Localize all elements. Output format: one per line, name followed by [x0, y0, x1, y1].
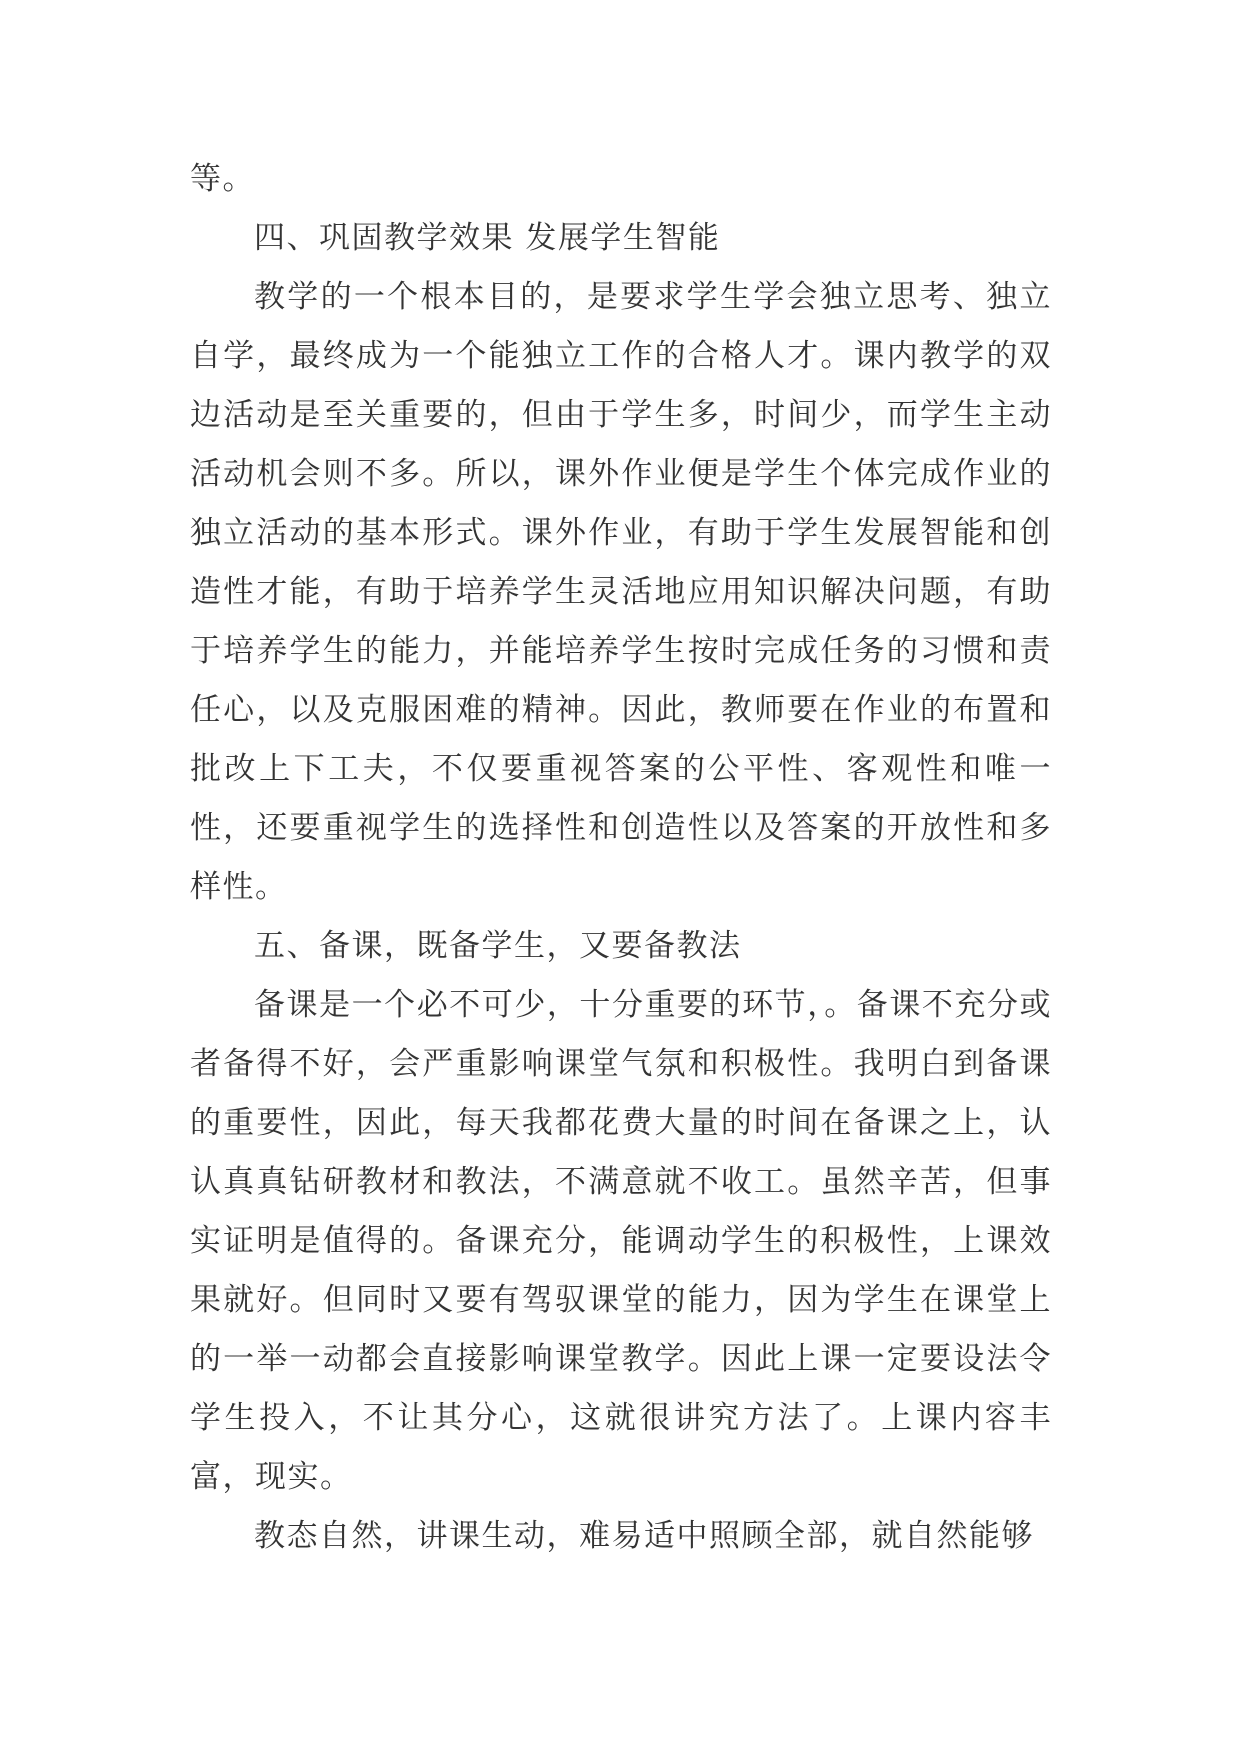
document-page: [190, 150, 1052, 1566]
paragraph-lesson-prep: 备课是一个必不可少，十分重要的环节，。备课不充分或者备得不好，会严重影响课堂气氛和积极性。我明白到备课的重要性，因此，每天我都花费大量的时间在备课之上，认认真真钻研教材和教法，不满意就不收工。虽然辛苦，但事实证明是值得的。备课充分，能调动学生的积极性，上课效果就好。但同时又要有驾驭课堂的能力，因为学生在课堂上的一举一动都会直接影响课堂教学。因此上课一定要设法令学生投入，不让其分心，这就很讲究方法了。上课内容丰富，现实。: [190, 987, 1052, 1495]
section-heading-five: 五、备课，既备学生，又要备教法: [254, 928, 742, 964]
paragraph-continuation: 等。: [190, 161, 255, 197]
paragraph-teaching-manner: 教态自然，讲课生动，难易适中照顾全部，就自然能够: [254, 1518, 1034, 1554]
paragraph-homework: 教学的一个根本目的，是要求学生学会独立思考、独立自学，最终成为一个能独立工作的合格人才。课内教学的双边活动是至关重要的，但由于学生多，时间少，而学生主动活动机会则不多。所以，课外作业便是学生个体完成作业的独立活动的基本形式。课外作业，有助于学生发展智能和创造性才能，有助于培养学生灵活地应用知识解决问题，有助于培养学生的能力，并能培养学生按时完成任务的习惯和责任心，以及克服困难的精神。因此，教师要在作业的布置和批改上下工夫，不仅要重视答案的公平性、客观性和唯一性，还要重视学生的选择性和创造性以及答案的开放性和多样性。: [190, 279, 1052, 905]
section-heading-four: 四、巩固教学效果 发展学生智能: [254, 220, 721, 256]
